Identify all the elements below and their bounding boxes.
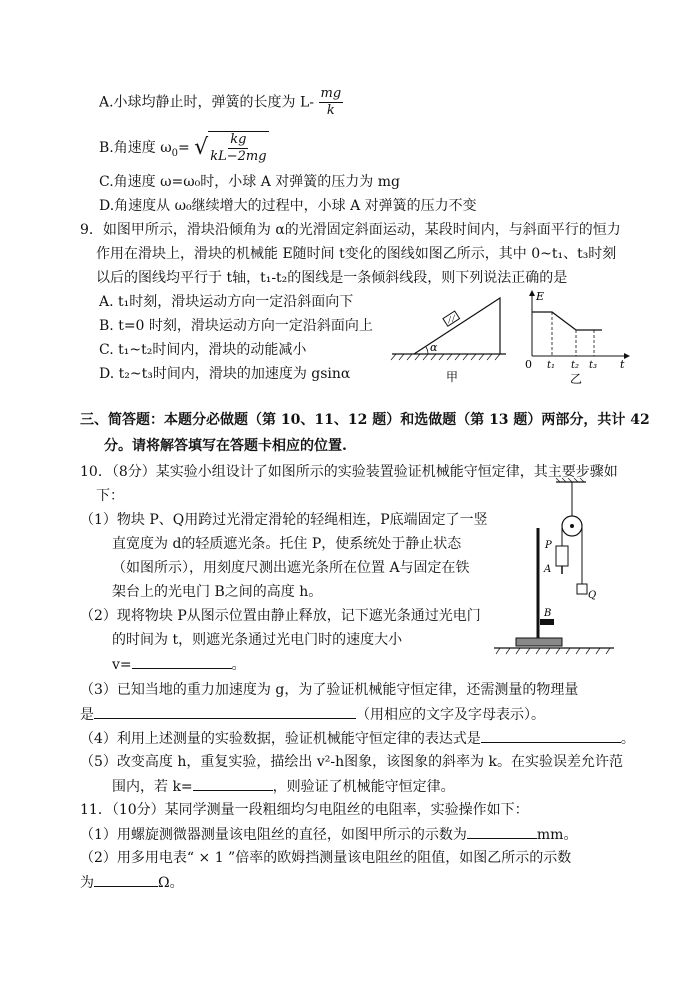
q9-option-a: A. t₁时刻，滑块运动方向一定沿斜面向下 xyxy=(99,294,354,310)
q10-step4 xyxy=(80,728,635,749)
q8-option-a-fraction xyxy=(319,86,344,119)
q9-stem-line-1: 9．如图甲所示，滑块沿倾角为 α的光滑固定斜面运动，某段时间内，与斜面平行的恒力 xyxy=(80,222,621,238)
q10-step3-line-2 xyxy=(80,704,545,725)
q8-option-b xyxy=(99,131,269,165)
step5-suffix: ，则验证了机械能守恒定律。 xyxy=(272,779,455,795)
step4-text: （4）利用上述测量的实验数据，验证机械能守恒定律的表达式是 xyxy=(80,731,481,747)
q10-step1-line-1: （1）物块 P、Q用跨过光滑定滑轮的轻绳相连，P底端固定了一竖 xyxy=(80,512,488,528)
q11-step2-unit: Ω。 xyxy=(158,875,184,891)
expression-answer-blank[interactable] xyxy=(481,728,621,743)
velocity-answer-blank[interactable] xyxy=(132,654,232,669)
q10-stem-line-2: 下： xyxy=(96,488,124,504)
origin-label: 0 xyxy=(525,358,532,371)
section-3-header-line-1: 三、简答题：本题分必做题（第 10、11、12 题）和选做题（第 13 题）两部分，共计 42 xyxy=(80,412,650,428)
q8-option-a xyxy=(99,86,343,119)
incline-figure xyxy=(388,288,518,388)
step3-suffix: （用相应的文字及字母表示）。 xyxy=(356,707,545,723)
energy-time-graph xyxy=(520,288,630,388)
block-p xyxy=(556,546,568,566)
q9-option-c: C. t₁~t₂时间内，滑块的动能减小 xyxy=(99,342,307,358)
q10-step2-line-2: 的时间为 t，则遮光条通过光电门时的速度大小 xyxy=(112,632,403,648)
q11-step2-prefix: 为 xyxy=(80,875,94,891)
q11-stem: 11．（10分）某同学测量一段粗细均匀电阻丝的电阻率，实验操作如下： xyxy=(80,802,529,818)
q8-option-b-fraction xyxy=(208,131,268,165)
q8-option-c: C.角速度 ω=ω₀时，小球 A 对弹簧的压力为 mg xyxy=(99,174,400,190)
label-a: A xyxy=(544,564,552,575)
velocity-suffix: 。 xyxy=(231,657,246,673)
q10-step5-line-2 xyxy=(112,776,455,797)
q8-option-d: D.角速度从 ω₀继续增大的过程中，小球 A 对弹簧的压力不变 xyxy=(99,198,477,214)
q10-step5-line-1: （5）改变高度 h，重复实验，描绘出 v²-h图象，该图象的斜率为 k。在实验误差允许范 xyxy=(80,754,624,770)
quantity-answer-blank[interactable] xyxy=(94,704,356,719)
figure-jia-label: 甲 xyxy=(446,370,459,384)
step5-prefix: 围内，若 k= xyxy=(112,779,193,795)
photogate-b xyxy=(540,619,554,625)
diameter-answer-blank[interactable] xyxy=(467,824,537,839)
q11-step1-text: （1）用螺旋测微器测量该电阻丝的直径，如图甲所示的示数为 xyxy=(80,827,467,843)
tick-t1-label: t₁ xyxy=(547,360,556,371)
fraction-denominator: k xyxy=(326,103,335,118)
step3-prefix: 是 xyxy=(80,707,94,723)
axis-e-label: E xyxy=(536,290,545,303)
slope-answer-blank[interactable] xyxy=(193,776,273,791)
q10-stem-line-1: 10．（8分）某实验小组设计了如图所示的实验装置验证机械能守恒定律，其主要步骤如 xyxy=(80,464,618,480)
fraction-numerator: mg xyxy=(320,86,342,101)
omega-subscript: 0 xyxy=(171,147,178,159)
q9-stem-line-2: 作用在滑块上，滑块的机械能 E随时间 t变化的图线如图乙所示，其中 0~t₁、t₃时刻 xyxy=(96,246,617,262)
q9-option-b: B. t=0 时刻，滑块运动方向一定沿斜面向上 xyxy=(99,318,373,334)
q9-option-d: D. t₂~t₃时间内，滑块的加速度为 gsinα xyxy=(99,366,351,382)
tick-t3-label: t₃ xyxy=(589,360,598,371)
block-q xyxy=(577,584,587,594)
label-q: Q xyxy=(588,590,597,601)
q8-option-a-text: A.小球均静止时，弹簧的长度为 L- xyxy=(99,94,315,111)
q10-step1-line-3: （如图所示），用刻度尺测出遮光条所在位置 A与固定在铁 xyxy=(112,560,470,576)
q11-step1-unit: mm。 xyxy=(536,827,578,843)
fraction-numerator: kg xyxy=(230,132,247,147)
label-b: B xyxy=(544,608,552,619)
fraction-denominator: kL−2mg xyxy=(210,149,267,164)
q9-stem-line-3: 以后的图线均平行于 t轴，t₁-t₂的图线是一条倾斜线段，则下列说法正确的是 xyxy=(96,270,568,286)
sqrt-icon: √ xyxy=(194,135,209,160)
section-3-header-line-2: 分。请将解答填写在答题卡相应的位置. xyxy=(104,438,347,454)
velocity-prefix: v= xyxy=(112,657,132,673)
figure-yi-label: 乙 xyxy=(570,372,583,386)
apparatus-base xyxy=(516,638,562,646)
axis-t-label: t xyxy=(620,358,625,371)
q10-step3-line-1: （3）已知当地的重力加速度为 g，为了验证机械能守恒定律，还需测量的物理量 xyxy=(80,682,579,698)
q8-option-b-text: B.角速度 ω xyxy=(99,140,172,156)
equals-sign: = xyxy=(177,140,190,156)
tick-t2-label: t₂ xyxy=(571,360,580,371)
q11-step1 xyxy=(80,824,577,845)
q10-step1-line-4: 架台上的光电门 B之间的高度 h。 xyxy=(112,584,323,600)
label-p: P xyxy=(545,540,552,551)
angle-alpha-label: α xyxy=(430,341,438,354)
slider-block xyxy=(443,311,460,326)
q11-step2-line-1: （2）用多用电表“ × 1 ”倍率的欧姆挡测量该电阻丝的阻值，如图乙所示的示数 xyxy=(80,850,572,866)
step4-suffix: 。 xyxy=(620,731,635,747)
q11-step2-line-2 xyxy=(80,872,184,893)
q10-step2-answer xyxy=(112,654,246,675)
resistance-answer-blank[interactable] xyxy=(94,872,158,887)
pulley-apparatus-figure xyxy=(488,478,620,670)
q10-step2-line-1: （2）现将物块 P从图示位置由静止释放，记下遮光条通过光电门 xyxy=(80,608,481,624)
q10-step1-line-2: 直宽度为 d的轻质遮光条。托住 P，使系统处于静止状态 xyxy=(112,536,462,552)
